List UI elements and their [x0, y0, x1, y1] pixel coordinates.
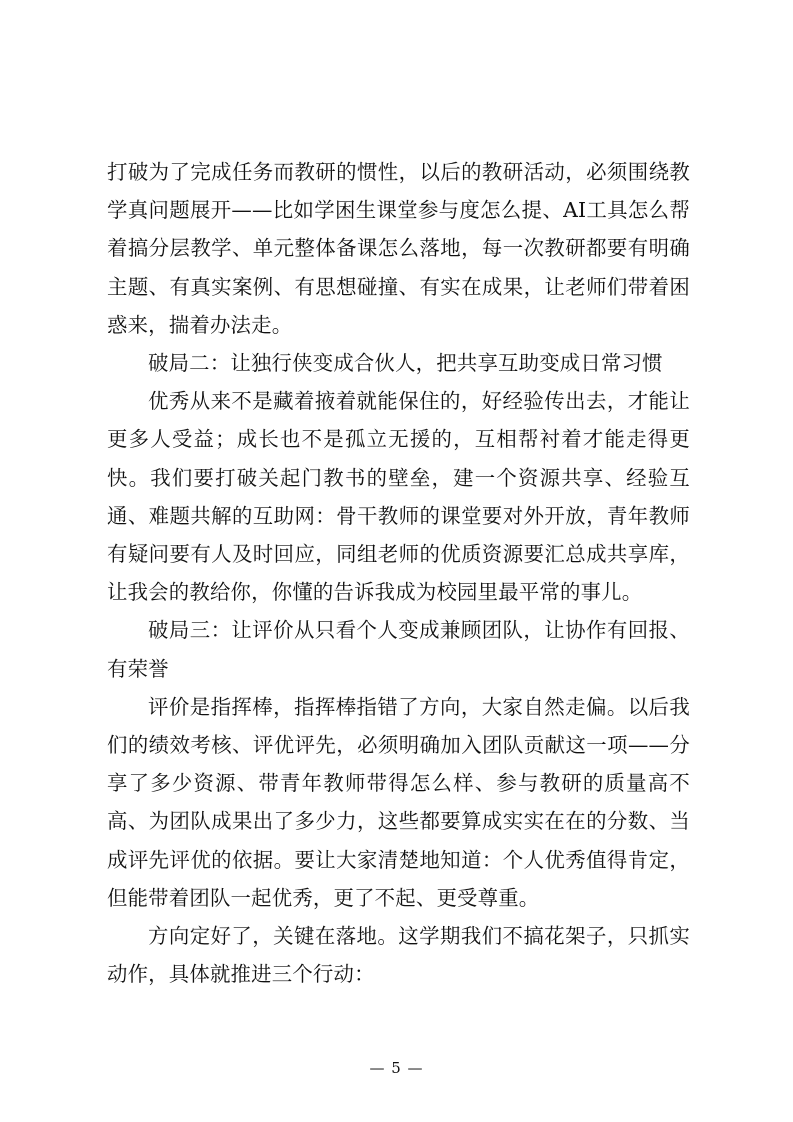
page-number: — 5 — — [369, 1059, 424, 1077]
paragraph-sharing-network: 优秀从来不是藏着掖着就能保住的，好经验传出去，才能让更多人受益；成长也不是孤立无援的，互相帮衬着才能走得更快。我们要打破关起门教书的壁垒，建一个资源共享、经验互通、难题共解的互助网：骨干教师的课堂要对外开放，青年教师有疑问要有人及时回应，同组老师的优质资源要汇总成共享库，让我会的教给你，你懂的告诉我成为校园里最平常的事儿。 — [107, 389, 690, 605]
paragraph-action-plan: 方向定好了，关键在落地。这学期我们不搞花架子，只抓实动作，具体就推进三个行动： — [107, 924, 690, 987]
paragraph-teaching-research: 打破为了完成任务而教研的惯性，以后的教研活动，必须围绕教学真问题展开——比如学困生课堂参与度怎么提、AI工具怎么帮着搞分层教学、单元整体备课怎么落地，每一次教研都要有明确主题、有真实案例、有思想碰撞、有实在成果，让老师们带着困惑来，揣着办法走。 — [107, 160, 690, 337]
heading-breakthrough-three: 破局三：让评价从只看个人变成兼顾团队，让协作有回报、有荣誉 — [107, 618, 690, 681]
heading-breakthrough-two: 破局二：让独行侠变成合伙人，把共享互助变成日常习惯 — [148, 351, 663, 376]
paragraph-evaluation: 评价是指挥棒，指挥棒指错了方向，大家自然走偏。以后我们的绩效考核、评优评先，必须明确加入团队贡献这一项——分享了多少资源、带青年教师带得怎么样、参与教研的质量高不高、为团队成果出了多少力，这些都要算成实实在在的分数、当成评先评优的依据。要让大家清楚地知道：个人优秀值得肯定，但能带着团队一起优秀，更了不起、更受尊重。 — [107, 694, 690, 910]
body-text — [107, 153, 690, 993]
